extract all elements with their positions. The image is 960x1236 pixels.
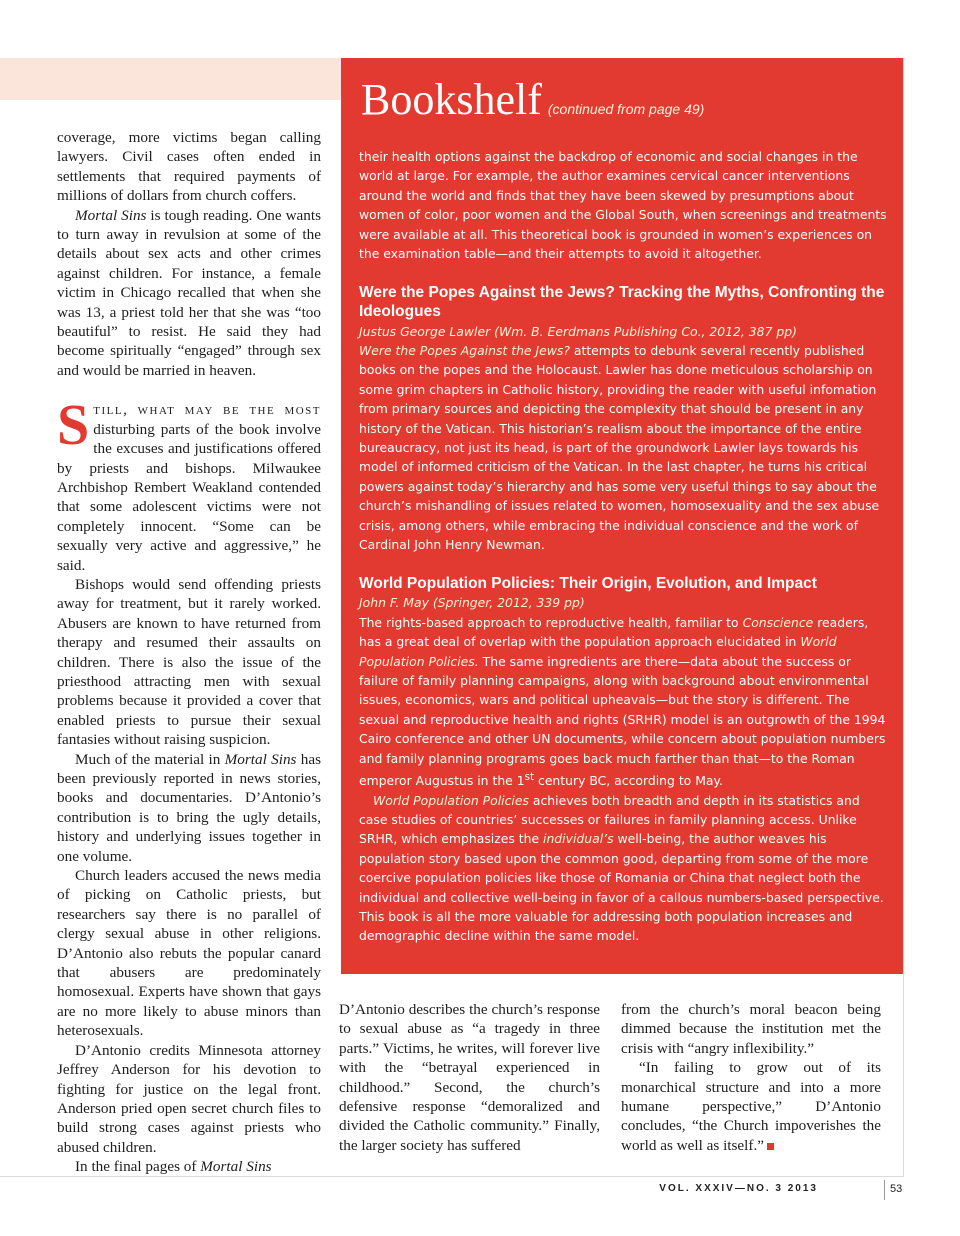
article-column-3: [621, 1000, 881, 1155]
book-title-italic: World Population Policies: [373, 792, 529, 808]
book-title-italic: Mortal Sins: [200, 1158, 272, 1176]
col2-paragraph-1: D’Antonio describes the church’s response to sexual abuse as “a tragedy in three parts.” Victims, he writes, will forever live with the “betrayal experienced in childhood.” Second, the church’s defensive response “demoralized and divided the Catholic community.” Finally, the larger society has suffered: [339, 1001, 600, 1154]
text-run: In the final pages of: [75, 1158, 201, 1176]
bookshelf-body: [359, 147, 889, 946]
text-run: readers, has a great deal of overlap with the population approach elucidated in: [359, 614, 869, 650]
text-run: disturbing parts of the book involve the excuses and justifications offered by priests and bishops. Milwaukee Archbishop Rembert Weakland contended that some adolescent victims were not completely innocent. “Some can be sexually very active and aggressive,” he said.: [57, 420, 321, 574]
text-run: has been previously reported in news stories, books and documentaries. D’Antonio’s contribution is to bring the ugly details, history and underlying issues together in one volume.: [57, 750, 321, 865]
text-run: “In failing to grow out of its monarchical structure and into a more humane perspective,” D’Antonio concludes, “the Church impoverishes the world as well as itself.”: [621, 1059, 881, 1154]
footer-separator: [884, 1180, 885, 1200]
superscript: st: [524, 770, 535, 783]
book-title-italic: Were the Popes Against the Jews?: [359, 343, 570, 359]
page-footer: [0, 1180, 904, 1200]
review-body-popes: [359, 341, 889, 554]
col3-paragraph-2: [621, 1058, 881, 1155]
col1-paragraph-5: [57, 750, 321, 866]
text-run: The rights-based approach to reproductive health, familiar to: [359, 614, 743, 630]
emphasis-italic: individual’s: [543, 831, 614, 847]
book-title-italic: Mortal Sins: [224, 750, 297, 768]
col3-paragraph-1: from the church’s moral beacon being dimmed because the institution met the crisis with “angry inflexibility.”: [621, 1001, 881, 1057]
text-run: is tough reading. One wants to turn away in revulsion at some of the details about sex acts and other crimes against children. For instance, a female victim in Chicago recalled that when she was 13, a priest told her that she was “too beautiful” to resist. He said they had become spiritually “engaged” through sex and would be married in heaven.: [57, 206, 322, 379]
col1-paragraph-2: [57, 206, 321, 381]
review-title-popes: Were the Popes Against the Jews? Tracking the Myths, Confronting the Ideologues: [359, 283, 885, 321]
text-run: achieves both breadth and depth in its statistics and case studies of countries’ successes or failures in family planning access. Unlike SRHR, which emphasizes the: [359, 792, 860, 847]
col1-paragraph-8: [57, 1157, 321, 1176]
book-title-italic: Mortal Sins: [75, 206, 147, 224]
bookshelf-panel: [341, 58, 903, 974]
text-run: Much of the material in: [75, 750, 225, 768]
small-caps-lead: till, what may be the most: [93, 401, 321, 419]
col1-paragraph-3: [57, 392, 321, 575]
review-text: attempts to debunk several recently published books on the popes and the Holocaust. Lawler has done meticulous scholarship on some grim chapters in Catholic history, providing the reader with useful infomation from primary sources and depicting the complexity that should be present in any history of the Vatican. This historian’s realism about the importance of the entire bureaucracy, not just its head, is part of the groundwork Lawler lays towards his model of informed criticism of the Vatican. In the last chapter, he turns his critical powers against today’s hierarchy and has some very useful things to say about the church’s mishandling of issues related to women, homosexuality and the sex abuse crisis, among others, while embracing the individual conscience and the work of Cardinal John Henry Newman.: [359, 343, 880, 553]
review-byline-popes: Justus George Lawler (Wm. B. Eerdmans Publishing Co., 2012, 387 pp): [359, 323, 797, 339]
col1-paragraph-6: Church leaders accused the news media of picking on Catholic priests, but researchers say there is no parallel of clergy sexual abuse in other religions. D’Antonio also rebuts the popular canard that abusers are predominately homosexual. Experts have shown that gays are no more likely to abuse minors than heterosexuals.: [57, 867, 321, 1040]
col1-paragraph-1: coverage, more victims began calling lawyers. Civil cases often ended in settlements that required payments of millions of dollars from church coffers.: [57, 129, 321, 205]
review-body-population-p1: [359, 613, 889, 791]
text-run: century BC, according to May.: [534, 773, 723, 789]
bookshelf-intro: their health options against the backdrop of economic and social changes in the world at large. For example, the author examines cervical cancer interventions around the world and finds that they have been skewed by presumptions about women of color, poor women and the Global South, when screenings and treatments were available at all. This theoretical book is grounded in women’s experiences on the examination table—and their attempts to avoid it altogether.: [359, 149, 887, 262]
end-mark-icon: [767, 1143, 774, 1150]
continued-note: (continued from page 49): [547, 101, 705, 117]
text-run: The same ingredients are there—data about the success or failure of family planning campaigns, along with background about environmental issues, economics, wars and political upheavals—but the story is different. The sexual and reproductive health and rights (SRHR) model is an outgrowth of the 1994 Cairo conference and other UN documents, while concern about population numbers and family planning programs goes back much farther than that—to the Roman emperor Augustus in the 1: [359, 653, 886, 789]
bookshelf-header: [361, 76, 704, 124]
col1-paragraph-4: Bishops would send offending priests away for treatment, but it rarely worked. Abusers are known to have returned from therapy and resumed their assaults on children. There is also the issue of the priesthood attracting men with sexual problems because it provided a cover that enabled priests to pursue their sexual fantasies without raising suspicion.: [57, 575, 321, 749]
article-column-2: [339, 1000, 600, 1155]
page-edge-rule: [903, 58, 904, 1176]
page-number: 53: [890, 1183, 903, 1195]
drop-cap: S: [57, 392, 90, 458]
review-body-population-p2: [359, 791, 889, 946]
review-byline-population: John F. May (Springer, 2012, 339 pp): [359, 595, 585, 611]
bookshelf-title: Bookshelf: [361, 75, 542, 124]
issue-label: VOL. XXXIV—NO. 3 2013: [659, 1183, 818, 1194]
article-column-1: [57, 128, 321, 1177]
text-run: well-being, the author weaves his population story based upon the common good, departing from some of the more coercive population policies like those of Romania or China that neglect both the individual and collective well-being in favor of a callous numbers-based perspective. This book is all the more valuable for addressing both population increases and demographic decline within the same model.: [359, 831, 884, 944]
review-title-population: World Population Policies: Their Origin, Evolution, and Impact: [359, 574, 817, 592]
book-title-italic: World Population Policies.: [359, 634, 837, 669]
header-band: [0, 58, 341, 100]
magazine-title-italic: Conscience: [742, 614, 814, 630]
col1-paragraph-7: D’Antonio credits Minnesota attorney Jeffrey Anderson for his devotion to fighting for justice on the legal front. Anderson pried open secret church files to build strong cases against priests who abused children.: [57, 1041, 321, 1156]
